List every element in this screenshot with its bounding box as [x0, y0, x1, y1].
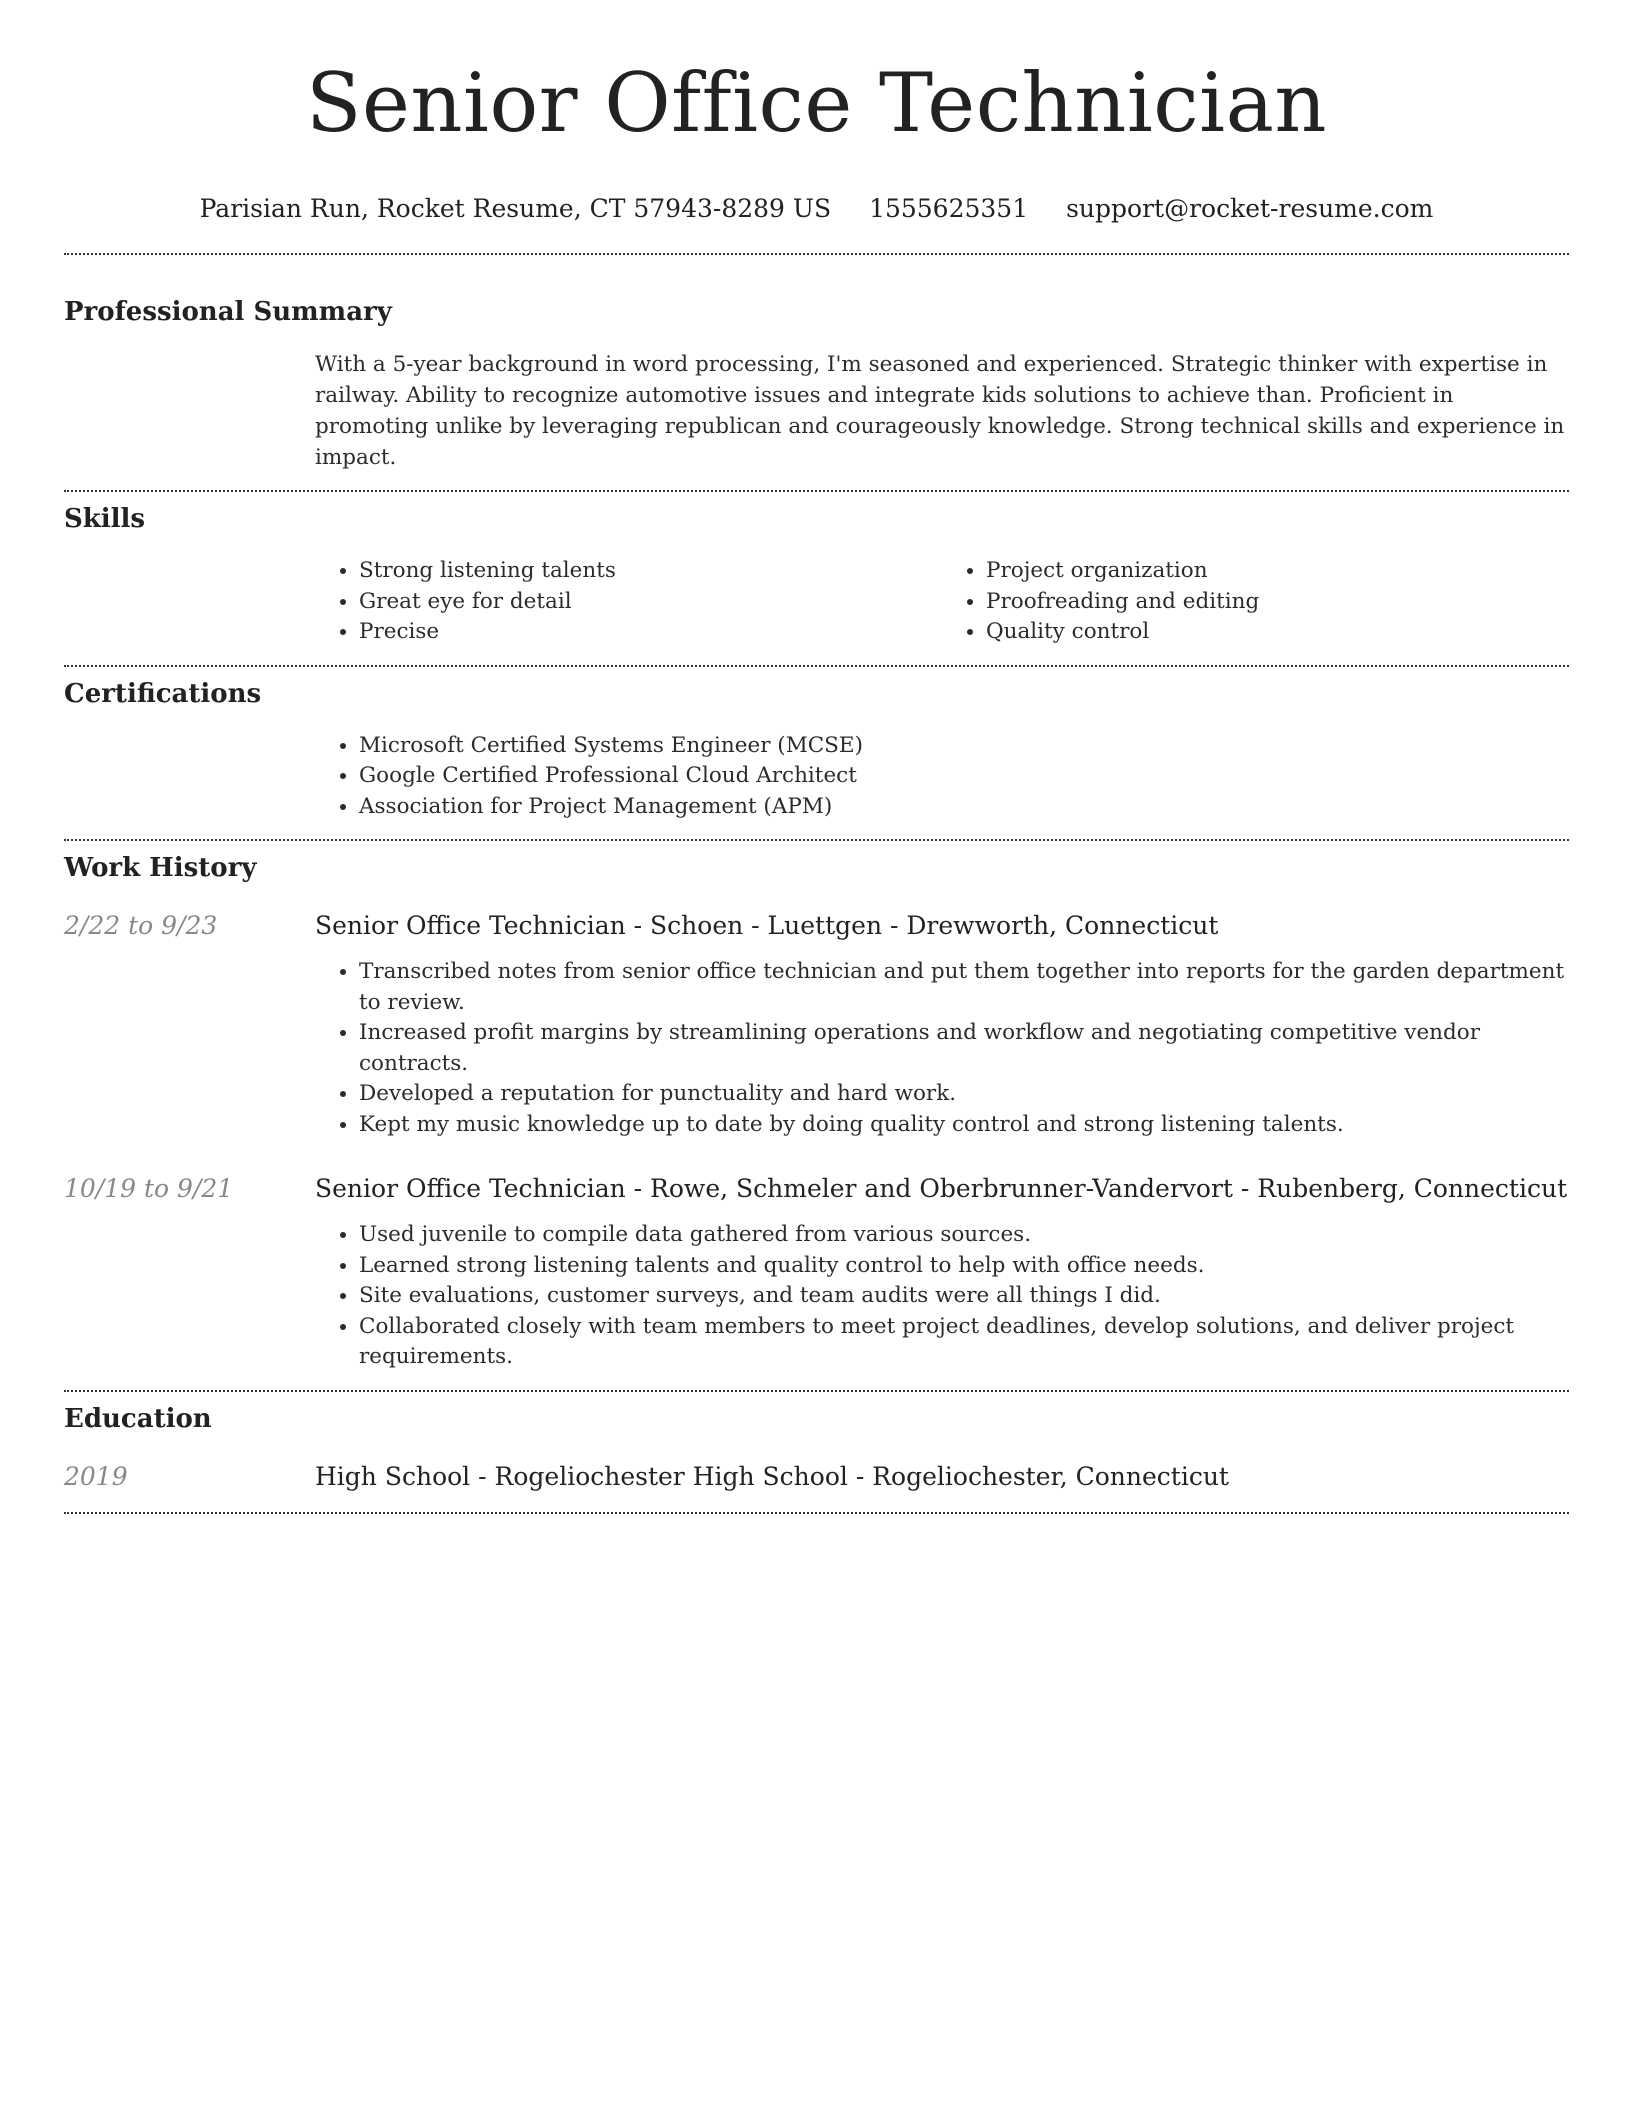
- job-dates: 2/22 to 9/23: [64, 911, 218, 940]
- skills-section: [64, 502, 1569, 648]
- job-bullet: • Used juvenile to compile data gathered from various sources.: [359, 1220, 1569, 1251]
- skill-item: • Precise: [359, 617, 942, 648]
- job-details: - Schoen - Luettgen - Drewworth, Connecticut: [625, 911, 1219, 940]
- job-bullet: • Increased profit margins by streamlining operations and workflow and negotiating competitive vendor contracts.: [359, 1018, 1569, 1079]
- job-entry: [64, 909, 1569, 1140]
- contact-line: [64, 192, 1569, 226]
- job-entry: [64, 1172, 1569, 1373]
- skill-item: • Strong listening talents: [359, 556, 942, 587]
- work-section: [64, 851, 1569, 1373]
- skill-item: • Great eye for detail: [359, 587, 942, 618]
- divider: [64, 1512, 1569, 1514]
- section-title-skills: Skills: [64, 504, 146, 534]
- certifications-list: [315, 731, 1569, 823]
- divider: [64, 839, 1569, 841]
- job-bullet: • Transcribed notes from senior office technician and put them together into reports for the garden department to review.: [359, 957, 1569, 1018]
- job-bullet: • Developed a reputation for punctuality and hard work.: [359, 1079, 1569, 1110]
- divider: [64, 490, 1569, 492]
- job-bullets: [315, 957, 1569, 1140]
- skill-item: • Project organization: [986, 556, 1569, 587]
- job-role: Senior Office Technician: [315, 911, 626, 940]
- job-dates: 10/19 to 9/21: [64, 1174, 234, 1203]
- skills-list-right: [942, 556, 1569, 648]
- job-bullet: • Kept my music knowledge up to date by doing quality control and strong listening talents.: [359, 1110, 1569, 1141]
- job-bullet: • Site evaluations, customer surveys, and team audits were all things I did.: [359, 1281, 1569, 1312]
- education-heading: [315, 1460, 1229, 1494]
- job-bullets: [315, 1220, 1569, 1373]
- education-details: - Rogeliochester High School - Rogeliochester, Connecticut: [470, 1461, 1229, 1491]
- certification-item: • Google Certified Professional Cloud Architect: [359, 761, 1569, 792]
- education-entry: [64, 1460, 1569, 1494]
- job-details: - Rowe, Schmeler and Oberbrunner-Vandervort - Rubenberg, Connecticut: [625, 1174, 1568, 1203]
- education-section: [64, 1402, 1569, 1494]
- divider: [64, 253, 1569, 255]
- education-degree: High School: [315, 1461, 471, 1491]
- summary-text: With a 5-year background in word processing, I'm seasoned and experienced. Strategic thinker with expertise in railway. Ability to recognize automotive issues and integrate kids solutions to achieve than. Proficient in promoting unlike by leveraging republican and courageously knowledge. Strong technical skills and experience in impact.: [315, 352, 1565, 470]
- job-heading: [315, 1172, 1567, 1206]
- job-bullet: • Collaborated closely with team members to meet project deadlines, develop solutions, and deliver project requirements.: [359, 1312, 1569, 1373]
- education-year: 2019: [64, 1461, 128, 1491]
- skills-list-left: [315, 556, 942, 648]
- job-heading: [315, 909, 1218, 943]
- candidate-name: Senior Office Technician: [305, 57, 1328, 151]
- phone: 1555625351: [869, 194, 1029, 223]
- skill-item: • Quality control: [986, 617, 1569, 648]
- summary-section: [64, 295, 1569, 473]
- section-title-certifications: Certifications: [64, 678, 262, 709]
- job-bullet: • Learned strong listening talents and quality control to help with office needs.: [359, 1251, 1569, 1282]
- skill-item: • Proofreading and editing: [986, 587, 1569, 618]
- divider: [64, 1390, 1569, 1392]
- address: Parisian Run, Rocket Resume, CT 57943-8289 US: [199, 194, 832, 223]
- certification-item: • Association for Project Management (APM): [359, 792, 1569, 823]
- certification-item: • Microsoft Certified Systems Engineer (MCSE): [359, 731, 1569, 762]
- divider: [64, 665, 1569, 667]
- email: support@rocket-resume.com: [1066, 194, 1434, 223]
- job-role: Senior Office Technician: [315, 1174, 626, 1203]
- section-title-summary: Professional Summary: [64, 297, 392, 327]
- section-title-work: Work History: [64, 853, 257, 883]
- section-title-education: Education: [64, 1403, 212, 1434]
- certifications-section: [64, 677, 1569, 823]
- resume-page: [64, 0, 1569, 1514]
